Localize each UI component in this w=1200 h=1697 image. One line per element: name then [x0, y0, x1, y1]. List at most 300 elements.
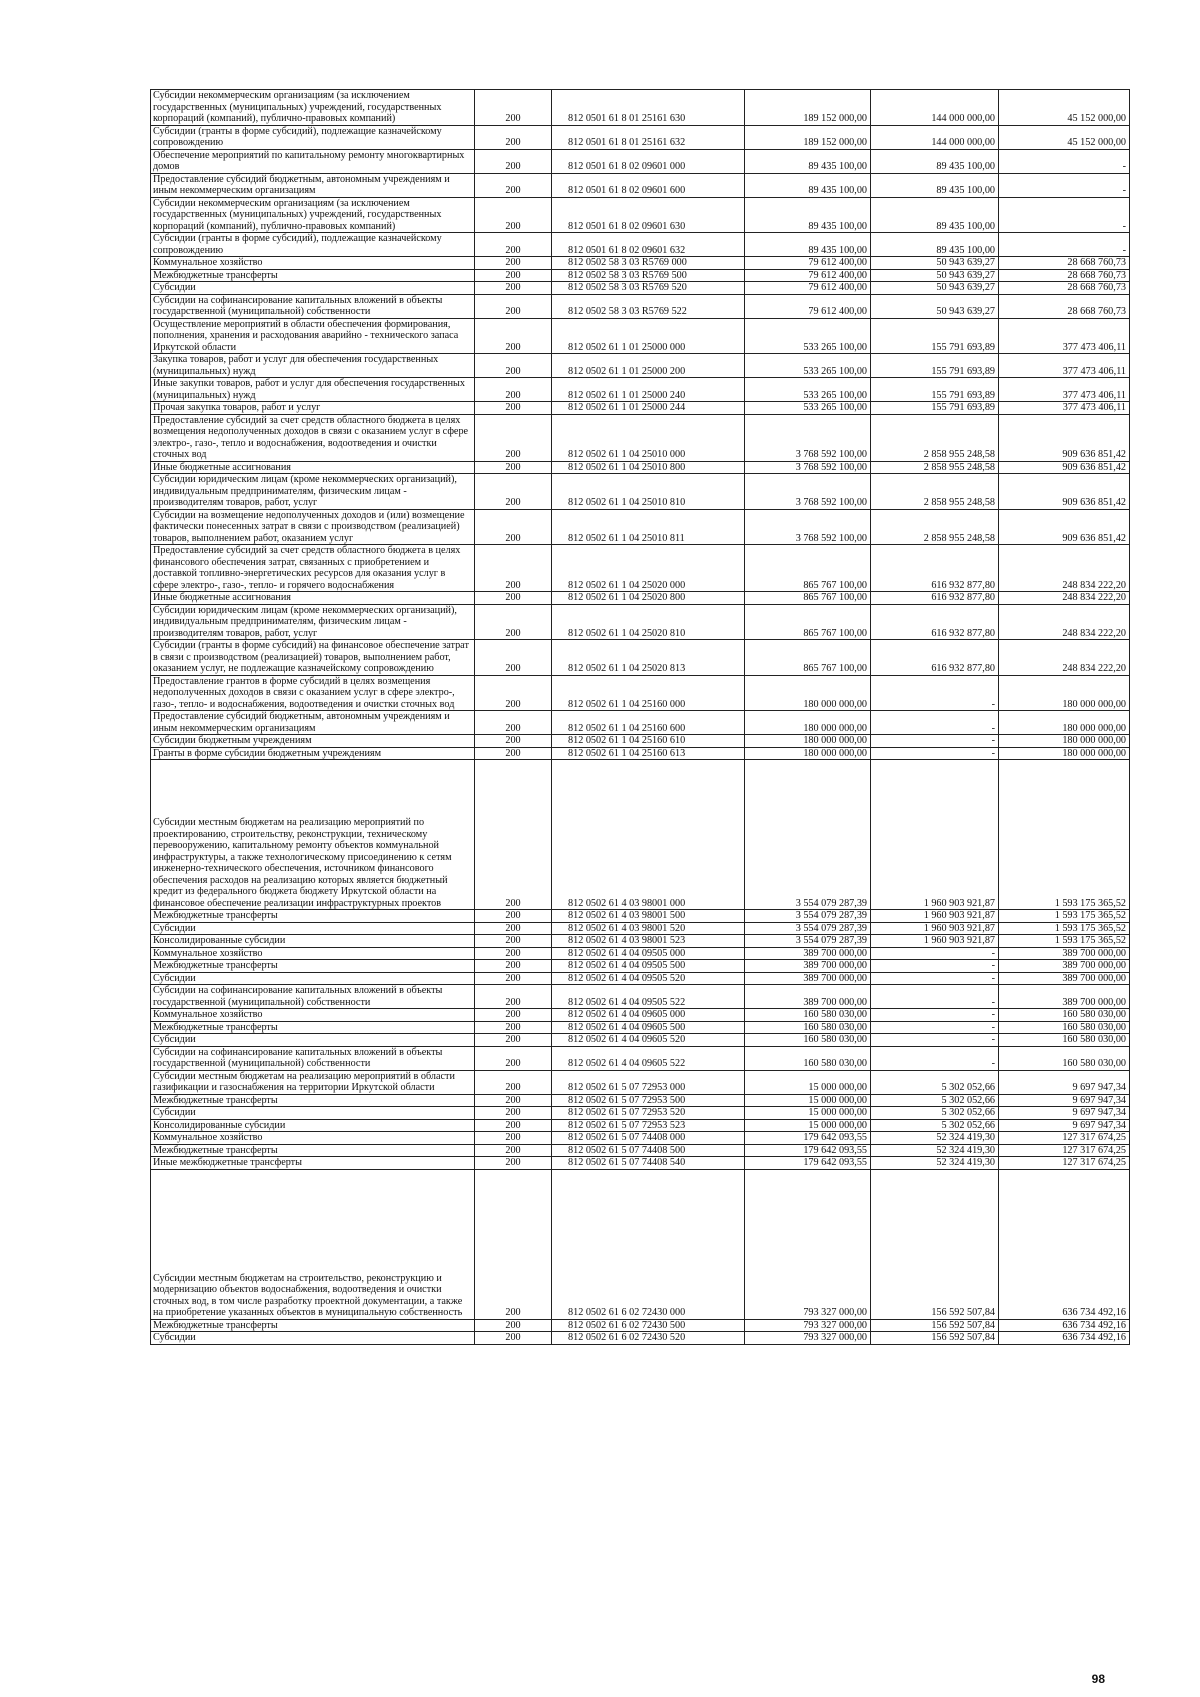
- cell-name: Субсидии некоммерческим организациям (за исключением государственных (муниципальных) учреждений, государственных корпораций (компаний), публично-правовых компаний): [151, 197, 475, 233]
- cell-executed-amount: -: [871, 1034, 999, 1047]
- cell-approved-amount: 3 554 079 287,39: [745, 935, 871, 948]
- table-row: [151, 910, 1130, 923]
- cell-remainder-amount: 636 734 492,16: [999, 1332, 1130, 1345]
- table-row: [151, 282, 1130, 295]
- cell-name: Субсидии некоммерческим организациям (за исключением государственных (муниципальных) учреждений, государственных корпораций (компаний), публично-правовых компаний): [151, 90, 475, 126]
- cell-executed-amount: 616 932 877,80: [871, 604, 999, 640]
- cell-line-code: 200: [475, 282, 552, 295]
- cell-line-code: 200: [475, 474, 552, 510]
- cell-line-code: 200: [475, 173, 552, 197]
- cell-remainder-amount: 160 580 030,00: [999, 1021, 1130, 1034]
- cell-line-code: 200: [475, 90, 552, 126]
- cell-remainder-amount: 389 700 000,00: [999, 960, 1130, 973]
- table-row: [151, 935, 1130, 948]
- table-row: [151, 1021, 1130, 1034]
- cell-executed-amount: -: [871, 675, 999, 711]
- cell-approved-amount: 15 000 000,00: [745, 1107, 871, 1120]
- cell-name: Коммунальное хозяйство: [151, 257, 475, 270]
- cell-name: Субсидии (гранты в форме субсидий), подлежащие казначейскому сопровождению: [151, 125, 475, 149]
- cell-approved-amount: 89 435 100,00: [745, 173, 871, 197]
- cell-name: Межбюджетные трансферты: [151, 269, 475, 282]
- cell-executed-amount: 2 858 955 248,58: [871, 414, 999, 461]
- cell-line-code: 200: [475, 735, 552, 748]
- cell-executed-amount: 616 932 877,80: [871, 640, 999, 676]
- table-row: [151, 1070, 1130, 1094]
- cell-approved-amount: 865 767 100,00: [745, 545, 871, 592]
- cell-line-code: 200: [475, 985, 552, 1009]
- table-row: [151, 402, 1130, 415]
- cell-executed-amount: 616 932 877,80: [871, 592, 999, 605]
- cell-executed-amount: -: [871, 960, 999, 973]
- cell-approved-amount: 89 435 100,00: [745, 197, 871, 233]
- cell-approved-amount: 189 152 000,00: [745, 90, 871, 126]
- cell-remainder-amount: -: [999, 173, 1130, 197]
- cell-classification-code: 812 0502 61 6 02 72430 520: [552, 1332, 745, 1345]
- table-row: [151, 1169, 1130, 1319]
- table-row: [151, 1094, 1130, 1107]
- cell-line-code: 200: [475, 760, 552, 910]
- cell-line-code: 200: [475, 294, 552, 318]
- cell-approved-amount: 189 152 000,00: [745, 125, 871, 149]
- cell-classification-code: 812 0502 61 4 03 98001 523: [552, 935, 745, 948]
- cell-remainder-amount: -: [999, 197, 1130, 233]
- cell-executed-amount: 1 960 903 921,87: [871, 922, 999, 935]
- cell-executed-amount: -: [871, 1046, 999, 1070]
- cell-line-code: 200: [475, 675, 552, 711]
- table-row: [151, 414, 1130, 461]
- cell-classification-code: 812 0502 61 1 01 25000 200: [552, 354, 745, 378]
- cell-name: Обеспечение мероприятий по капитальному ремонту многоквартирных домов: [151, 149, 475, 173]
- cell-line-code: 200: [475, 604, 552, 640]
- cell-approved-amount: 3 768 592 100,00: [745, 414, 871, 461]
- cell-remainder-amount: 389 700 000,00: [999, 972, 1130, 985]
- cell-remainder-amount: 180 000 000,00: [999, 711, 1130, 735]
- cell-remainder-amount: -: [999, 149, 1130, 173]
- cell-name: Межбюджетные трансферты: [151, 1021, 475, 1034]
- cell-line-code: 200: [475, 747, 552, 760]
- cell-approved-amount: 89 435 100,00: [745, 149, 871, 173]
- cell-executed-amount: 2 858 955 248,58: [871, 461, 999, 474]
- cell-classification-code: 812 0502 61 5 07 74408 500: [552, 1144, 745, 1157]
- cell-name: Консолидированные субсидии: [151, 1119, 475, 1132]
- cell-executed-amount: -: [871, 1021, 999, 1034]
- cell-remainder-amount: 389 700 000,00: [999, 985, 1130, 1009]
- budget-execution-table: [150, 89, 1130, 1345]
- table-row: [151, 675, 1130, 711]
- cell-classification-code: 812 0502 61 4 04 09505 000: [552, 947, 745, 960]
- cell-line-code: 200: [475, 972, 552, 985]
- cell-executed-amount: 89 435 100,00: [871, 149, 999, 173]
- cell-line-code: 200: [475, 1319, 552, 1332]
- cell-classification-code: 812 0502 61 4 04 09505 500: [552, 960, 745, 973]
- cell-approved-amount: 180 000 000,00: [745, 735, 871, 748]
- cell-classification-code: 812 0502 61 1 04 25160 613: [552, 747, 745, 760]
- cell-executed-amount: -: [871, 985, 999, 1009]
- cell-name: Субсидии (гранты в форме субсидий) на финансовое обеспечение затрат в связи с производством (реализацией) товаров, выполнением работ, оказанием услуг, не подлежащие казначейскому сопровождению: [151, 640, 475, 676]
- cell-remainder-amount: 248 834 222,20: [999, 545, 1130, 592]
- table-row: [151, 1009, 1130, 1022]
- table-row: [151, 947, 1130, 960]
- cell-line-code: 200: [475, 1021, 552, 1034]
- cell-classification-code: 812 0502 61 1 04 25160 610: [552, 735, 745, 748]
- cell-classification-code: 812 0502 61 5 07 72953 500: [552, 1094, 745, 1107]
- cell-executed-amount: 2 858 955 248,58: [871, 509, 999, 545]
- cell-line-code: 200: [475, 947, 552, 960]
- cell-executed-amount: 50 943 639,27: [871, 257, 999, 270]
- cell-line-code: 200: [475, 640, 552, 676]
- cell-executed-amount: 2 858 955 248,58: [871, 474, 999, 510]
- cell-line-code: 200: [475, 1132, 552, 1145]
- table-row: [151, 474, 1130, 510]
- cell-approved-amount: 15 000 000,00: [745, 1119, 871, 1132]
- cell-name: Прочая закупка товаров, работ и услуг: [151, 402, 475, 415]
- cell-classification-code: 812 0502 61 1 04 25020 813: [552, 640, 745, 676]
- cell-name: Иные бюджетные ассигнования: [151, 461, 475, 474]
- cell-name: Осуществление мероприятий в области обеспечения формирования, пополнения, хранения и расходования аварийно - технического запаса Иркутской области: [151, 318, 475, 354]
- cell-approved-amount: 3 554 079 287,39: [745, 922, 871, 935]
- cell-remainder-amount: 636 734 492,16: [999, 1319, 1130, 1332]
- cell-executed-amount: 155 791 693,89: [871, 318, 999, 354]
- cell-executed-amount: 52 324 419,30: [871, 1157, 999, 1170]
- cell-name: Межбюджетные трансферты: [151, 960, 475, 973]
- cell-line-code: 200: [475, 318, 552, 354]
- cell-line-code: 200: [475, 1034, 552, 1047]
- table-row: [151, 354, 1130, 378]
- cell-classification-code: 812 0501 61 8 01 25161 630: [552, 90, 745, 126]
- table-row: [151, 972, 1130, 985]
- cell-name: Субсидии (гранты в форме субсидий), подлежащие казначейскому сопровождению: [151, 233, 475, 257]
- cell-line-code: 200: [475, 1046, 552, 1070]
- cell-approved-amount: 79 612 400,00: [745, 257, 871, 270]
- cell-name: Предоставление субсидий за счет средств областного бюджета в целях возмещения недополученных доходов в связи с оказанием услуг в сфере электро-, газо-, тепло и водоснабжения, водоотведения и очистки сточных вод: [151, 414, 475, 461]
- cell-remainder-amount: 28 668 760,73: [999, 294, 1130, 318]
- table-row: [151, 1034, 1130, 1047]
- cell-approved-amount: 865 767 100,00: [745, 604, 871, 640]
- table-row: [151, 1332, 1130, 1345]
- cell-executed-amount: 1 960 903 921,87: [871, 910, 999, 923]
- cell-remainder-amount: 248 834 222,20: [999, 604, 1130, 640]
- cell-line-code: 200: [475, 149, 552, 173]
- cell-line-code: 200: [475, 1119, 552, 1132]
- cell-executed-amount: 155 791 693,89: [871, 378, 999, 402]
- cell-approved-amount: 89 435 100,00: [745, 233, 871, 257]
- cell-classification-code: 812 0501 61 8 02 09601 630: [552, 197, 745, 233]
- cell-name: Субсидии: [151, 282, 475, 295]
- cell-remainder-amount: 180 000 000,00: [999, 735, 1130, 748]
- cell-executed-amount: 5 302 052,66: [871, 1107, 999, 1120]
- cell-remainder-amount: 377 473 406,11: [999, 318, 1130, 354]
- cell-classification-code: 812 0502 58 3 03 R5769 500: [552, 269, 745, 282]
- cell-name: Предоставление субсидий за счет средств областного бюджета в целях финансового обеспечения затрат, связанных с приобретением и доставкой топливно-энергетических ресурсов для оказания услуг в сфере электро-, газо-, тепло- и горячего водоснабжения: [151, 545, 475, 592]
- cell-remainder-amount: 909 636 851,42: [999, 461, 1130, 474]
- table-row: [151, 1319, 1130, 1332]
- cell-approved-amount: 79 612 400,00: [745, 294, 871, 318]
- cell-remainder-amount: 160 580 030,00: [999, 1046, 1130, 1070]
- cell-line-code: 200: [475, 1332, 552, 1345]
- cell-name: Коммунальное хозяйство: [151, 1132, 475, 1145]
- cell-executed-amount: 156 592 507,84: [871, 1169, 999, 1319]
- cell-approved-amount: 3 554 079 287,39: [745, 910, 871, 923]
- cell-classification-code: 812 0502 61 5 07 74408 000: [552, 1132, 745, 1145]
- cell-approved-amount: 389 700 000,00: [745, 947, 871, 960]
- cell-classification-code: 812 0502 61 4 03 98001 500: [552, 910, 745, 923]
- cell-remainder-amount: 9 697 947,34: [999, 1119, 1130, 1132]
- cell-executed-amount: 5 302 052,66: [871, 1119, 999, 1132]
- cell-classification-code: 812 0502 61 5 07 72953 520: [552, 1107, 745, 1120]
- table-row: [151, 711, 1130, 735]
- cell-name: Субсидии: [151, 922, 475, 935]
- cell-executed-amount: -: [871, 735, 999, 748]
- cell-executed-amount: 5 302 052,66: [871, 1070, 999, 1094]
- table-row: [151, 604, 1130, 640]
- cell-line-code: 200: [475, 1094, 552, 1107]
- cell-executed-amount: 144 000 000,00: [871, 90, 999, 126]
- page-number: 98: [1091, 1672, 1105, 1686]
- cell-approved-amount: 533 265 100,00: [745, 354, 871, 378]
- cell-executed-amount: 50 943 639,27: [871, 294, 999, 318]
- cell-approved-amount: 160 580 030,00: [745, 1034, 871, 1047]
- cell-approved-amount: 179 642 093,55: [745, 1144, 871, 1157]
- cell-classification-code: 812 0502 61 1 04 25010 000: [552, 414, 745, 461]
- cell-classification-code: 812 0501 61 8 02 09601 600: [552, 173, 745, 197]
- table-row: [151, 760, 1130, 910]
- cell-executed-amount: 1 960 903 921,87: [871, 760, 999, 910]
- cell-approved-amount: 180 000 000,00: [745, 675, 871, 711]
- cell-line-code: 200: [475, 354, 552, 378]
- table-row: [151, 1046, 1130, 1070]
- table-row: [151, 1157, 1130, 1170]
- table-row: [151, 1119, 1130, 1132]
- cell-name: Субсидии: [151, 1332, 475, 1345]
- cell-classification-code: 812 0502 58 3 03 R5769 522: [552, 294, 745, 318]
- cell-line-code: 200: [475, 125, 552, 149]
- cell-line-code: 200: [475, 711, 552, 735]
- cell-executed-amount: 5 302 052,66: [871, 1094, 999, 1107]
- cell-classification-code: 812 0502 61 4 04 09605 500: [552, 1021, 745, 1034]
- cell-remainder-amount: 127 317 674,25: [999, 1144, 1130, 1157]
- cell-remainder-amount: 909 636 851,42: [999, 414, 1130, 461]
- cell-approved-amount: 160 580 030,00: [745, 1046, 871, 1070]
- cell-remainder-amount: 28 668 760,73: [999, 282, 1130, 295]
- cell-classification-code: 812 0501 61 8 02 09601 632: [552, 233, 745, 257]
- cell-classification-code: 812 0502 61 6 02 72430 500: [552, 1319, 745, 1332]
- cell-remainder-amount: 180 000 000,00: [999, 675, 1130, 711]
- cell-line-code: 200: [475, 935, 552, 948]
- cell-line-code: 200: [475, 1157, 552, 1170]
- cell-name: Субсидии юридическим лицам (кроме некоммерческих организаций), индивидуальным предпринимателям, физическим лицам - производителям товаров, работ, услуг: [151, 474, 475, 510]
- cell-approved-amount: 793 327 000,00: [745, 1332, 871, 1345]
- cell-remainder-amount: 28 668 760,73: [999, 257, 1130, 270]
- cell-classification-code: 812 0502 61 5 07 72953 000: [552, 1070, 745, 1094]
- cell-executed-amount: -: [871, 947, 999, 960]
- cell-approved-amount: 79 612 400,00: [745, 282, 871, 295]
- cell-remainder-amount: 45 152 000,00: [999, 125, 1130, 149]
- cell-name: Межбюджетные трансферты: [151, 1094, 475, 1107]
- cell-approved-amount: 15 000 000,00: [745, 1094, 871, 1107]
- cell-remainder-amount: 45 152 000,00: [999, 90, 1130, 126]
- cell-remainder-amount: -: [999, 233, 1130, 257]
- cell-name: Закупка товаров, работ и услуг для обеспечения государственных (муниципальных) нужд: [151, 354, 475, 378]
- table-row: [151, 1132, 1130, 1145]
- cell-executed-amount: -: [871, 747, 999, 760]
- cell-executed-amount: -: [871, 972, 999, 985]
- cell-line-code: 200: [475, 402, 552, 415]
- cell-remainder-amount: 127 317 674,25: [999, 1157, 1130, 1170]
- table-row: [151, 173, 1130, 197]
- table-row: [151, 294, 1130, 318]
- cell-classification-code: 812 0502 61 4 03 98001 520: [552, 922, 745, 935]
- table-row: [151, 149, 1130, 173]
- cell-classification-code: 812 0502 61 1 04 25020 800: [552, 592, 745, 605]
- cell-line-code: 200: [475, 922, 552, 935]
- table-row: [151, 125, 1130, 149]
- cell-name: Субсидии местным бюджетам на строительство, реконструкцию и модернизацию объектов водоснабжения, водоотведения и очистки сточных вод, в том числе разработку проектной документации, а также на приобретение указанных объектов в муниципальную собственность: [151, 1169, 475, 1319]
- cell-classification-code: 812 0502 61 5 07 74408 540: [552, 1157, 745, 1170]
- cell-name: Субсидии местным бюджетам на реализацию мероприятий по проектированию, строительству, реконструкции, техническому перевооружению, капитальному ремонту объектов коммунальной инфраструктуры, а также технологическому присоединению к сетям инженерно-технического обеспечения, источником финансового обеспечения расходов на реализацию которых является бюджетный кредит из федерального бюджета бюджету Иркутской области на финансовое обеспечение реализации инфраструктурных проектов: [151, 760, 475, 910]
- cell-approved-amount: 160 580 030,00: [745, 1021, 871, 1034]
- cell-approved-amount: 160 580 030,00: [745, 1009, 871, 1022]
- cell-classification-code: 812 0501 61 8 01 25161 632: [552, 125, 745, 149]
- cell-approved-amount: 3 768 592 100,00: [745, 474, 871, 510]
- cell-line-code: 200: [475, 1169, 552, 1319]
- table-row: [151, 985, 1130, 1009]
- cell-name: Предоставление субсидий бюджетным, автономным учреждениям и иным некоммерческим организациям: [151, 711, 475, 735]
- cell-name: Гранты в форме субсидии бюджетным учреждениям: [151, 747, 475, 760]
- cell-line-code: 200: [475, 257, 552, 270]
- cell-classification-code: 812 0502 58 3 03 R5769 520: [552, 282, 745, 295]
- cell-name: Иные межбюджетные трансферты: [151, 1157, 475, 1170]
- cell-classification-code: 812 0501 61 8 02 09601 000: [552, 149, 745, 173]
- table-row: [151, 90, 1130, 126]
- cell-executed-amount: 89 435 100,00: [871, 197, 999, 233]
- cell-classification-code: 812 0502 61 1 04 25020 810: [552, 604, 745, 640]
- cell-remainder-amount: 9 697 947,34: [999, 1107, 1130, 1120]
- cell-classification-code: 812 0502 58 3 03 R5769 000: [552, 257, 745, 270]
- cell-line-code: 200: [475, 414, 552, 461]
- cell-approved-amount: 533 265 100,00: [745, 402, 871, 415]
- cell-executed-amount: 50 943 639,27: [871, 282, 999, 295]
- cell-approved-amount: 180 000 000,00: [745, 711, 871, 735]
- cell-remainder-amount: 1 593 175 365,52: [999, 760, 1130, 910]
- cell-remainder-amount: 127 317 674,25: [999, 1132, 1130, 1145]
- cell-line-code: 200: [475, 378, 552, 402]
- cell-name: Предоставление грантов в форме субсидий в целях возмещения недополученных доходов в связи с оказанием услуг в сфере электро-, газо-, тепло- и водоснабжения, водоотведения и очистки сточных вод: [151, 675, 475, 711]
- cell-classification-code: 812 0502 61 1 04 25160 000: [552, 675, 745, 711]
- cell-approved-amount: 3 554 079 287,39: [745, 760, 871, 910]
- cell-executed-amount: 155 791 693,89: [871, 354, 999, 378]
- cell-approved-amount: 865 767 100,00: [745, 592, 871, 605]
- table-row: [151, 318, 1130, 354]
- cell-executed-amount: -: [871, 711, 999, 735]
- cell-remainder-amount: 160 580 030,00: [999, 1034, 1130, 1047]
- cell-name: Субсидии: [151, 972, 475, 985]
- cell-executed-amount: 89 435 100,00: [871, 173, 999, 197]
- table-row: [151, 592, 1130, 605]
- cell-approved-amount: 389 700 000,00: [745, 972, 871, 985]
- cell-name: Субсидии: [151, 1107, 475, 1120]
- cell-classification-code: 812 0502 61 4 04 09505 522: [552, 985, 745, 1009]
- cell-name: Субсидии на софинансирование капитальных вложений в объекты государственной (муниципальной) собственности: [151, 1046, 475, 1070]
- cell-approved-amount: 793 327 000,00: [745, 1319, 871, 1332]
- cell-classification-code: 812 0502 61 4 03 98001 000: [552, 760, 745, 910]
- table-row: [151, 257, 1130, 270]
- cell-name: Коммунальное хозяйство: [151, 947, 475, 960]
- cell-name: Коммунальное хозяйство: [151, 1009, 475, 1022]
- cell-approved-amount: 180 000 000,00: [745, 747, 871, 760]
- cell-classification-code: 812 0502 61 4 04 09505 520: [552, 972, 745, 985]
- cell-classification-code: 812 0502 61 1 01 25000 000: [552, 318, 745, 354]
- cell-remainder-amount: 1 593 175 365,52: [999, 935, 1130, 948]
- cell-classification-code: 812 0502 61 6 02 72430 000: [552, 1169, 745, 1319]
- cell-remainder-amount: 909 636 851,42: [999, 509, 1130, 545]
- table-row: [151, 545, 1130, 592]
- cell-line-code: 200: [475, 1009, 552, 1022]
- table-body: [151, 90, 1130, 1345]
- cell-approved-amount: 3 768 592 100,00: [745, 461, 871, 474]
- cell-remainder-amount: 1 593 175 365,52: [999, 922, 1130, 935]
- cell-approved-amount: 15 000 000,00: [745, 1070, 871, 1094]
- cell-name: Межбюджетные трансферты: [151, 1319, 475, 1332]
- table-row: [151, 922, 1130, 935]
- cell-executed-amount: 144 000 000,00: [871, 125, 999, 149]
- cell-name: Консолидированные субсидии: [151, 935, 475, 948]
- cell-approved-amount: 533 265 100,00: [745, 318, 871, 354]
- cell-name: Субсидии на софинансирование капитальных вложений в объекты государственной (муниципальной) собственности: [151, 985, 475, 1009]
- cell-remainder-amount: 377 473 406,11: [999, 402, 1130, 415]
- cell-remainder-amount: 248 834 222,20: [999, 592, 1130, 605]
- cell-line-code: 200: [475, 461, 552, 474]
- cell-line-code: 200: [475, 545, 552, 592]
- cell-line-code: 200: [475, 1070, 552, 1094]
- cell-approved-amount: 389 700 000,00: [745, 985, 871, 1009]
- cell-classification-code: 812 0502 61 4 04 09605 522: [552, 1046, 745, 1070]
- table-row: [151, 197, 1130, 233]
- table-row: [151, 269, 1130, 282]
- cell-remainder-amount: 180 000 000,00: [999, 747, 1130, 760]
- cell-line-code: 200: [475, 592, 552, 605]
- cell-name: Предоставление субсидий бюджетным, автономным учреждениям и иным некоммерческим организациям: [151, 173, 475, 197]
- cell-classification-code: 812 0502 61 1 04 25020 000: [552, 545, 745, 592]
- cell-name: Иные бюджетные ассигнования: [151, 592, 475, 605]
- cell-remainder-amount: 636 734 492,16: [999, 1169, 1130, 1319]
- cell-classification-code: 812 0502 61 4 04 09605 520: [552, 1034, 745, 1047]
- table-row: [151, 1107, 1130, 1120]
- table-row: [151, 640, 1130, 676]
- cell-classification-code: 812 0502 61 4 04 09605 000: [552, 1009, 745, 1022]
- cell-classification-code: 812 0502 61 1 01 25000 244: [552, 402, 745, 415]
- cell-approved-amount: 865 767 100,00: [745, 640, 871, 676]
- table-row: [151, 747, 1130, 760]
- cell-classification-code: 812 0502 61 1 04 25160 600: [552, 711, 745, 735]
- cell-executed-amount: 52 324 419,30: [871, 1132, 999, 1145]
- cell-remainder-amount: 9 697 947,34: [999, 1070, 1130, 1094]
- table-row: [151, 1144, 1130, 1157]
- cell-executed-amount: 155 791 693,89: [871, 402, 999, 415]
- cell-approved-amount: 389 700 000,00: [745, 960, 871, 973]
- table-row: [151, 461, 1130, 474]
- cell-name: Иные закупки товаров, работ и услуг для обеспечения государственных (муниципальных) нужд: [151, 378, 475, 402]
- cell-remainder-amount: 377 473 406,11: [999, 378, 1130, 402]
- cell-executed-amount: 52 324 419,30: [871, 1144, 999, 1157]
- cell-approved-amount: 3 768 592 100,00: [745, 509, 871, 545]
- cell-remainder-amount: 248 834 222,20: [999, 640, 1130, 676]
- cell-line-code: 200: [475, 269, 552, 282]
- cell-approved-amount: 793 327 000,00: [745, 1169, 871, 1319]
- cell-remainder-amount: 909 636 851,42: [999, 474, 1130, 510]
- cell-name: Субсидии на возмещение недополученных доходов и (или) возмещение фактически понесенных затрат в связи с производством (реализацией) товаров, выполнением работ, оказанием услуг: [151, 509, 475, 545]
- table-row: [151, 509, 1130, 545]
- cell-executed-amount: 1 960 903 921,87: [871, 935, 999, 948]
